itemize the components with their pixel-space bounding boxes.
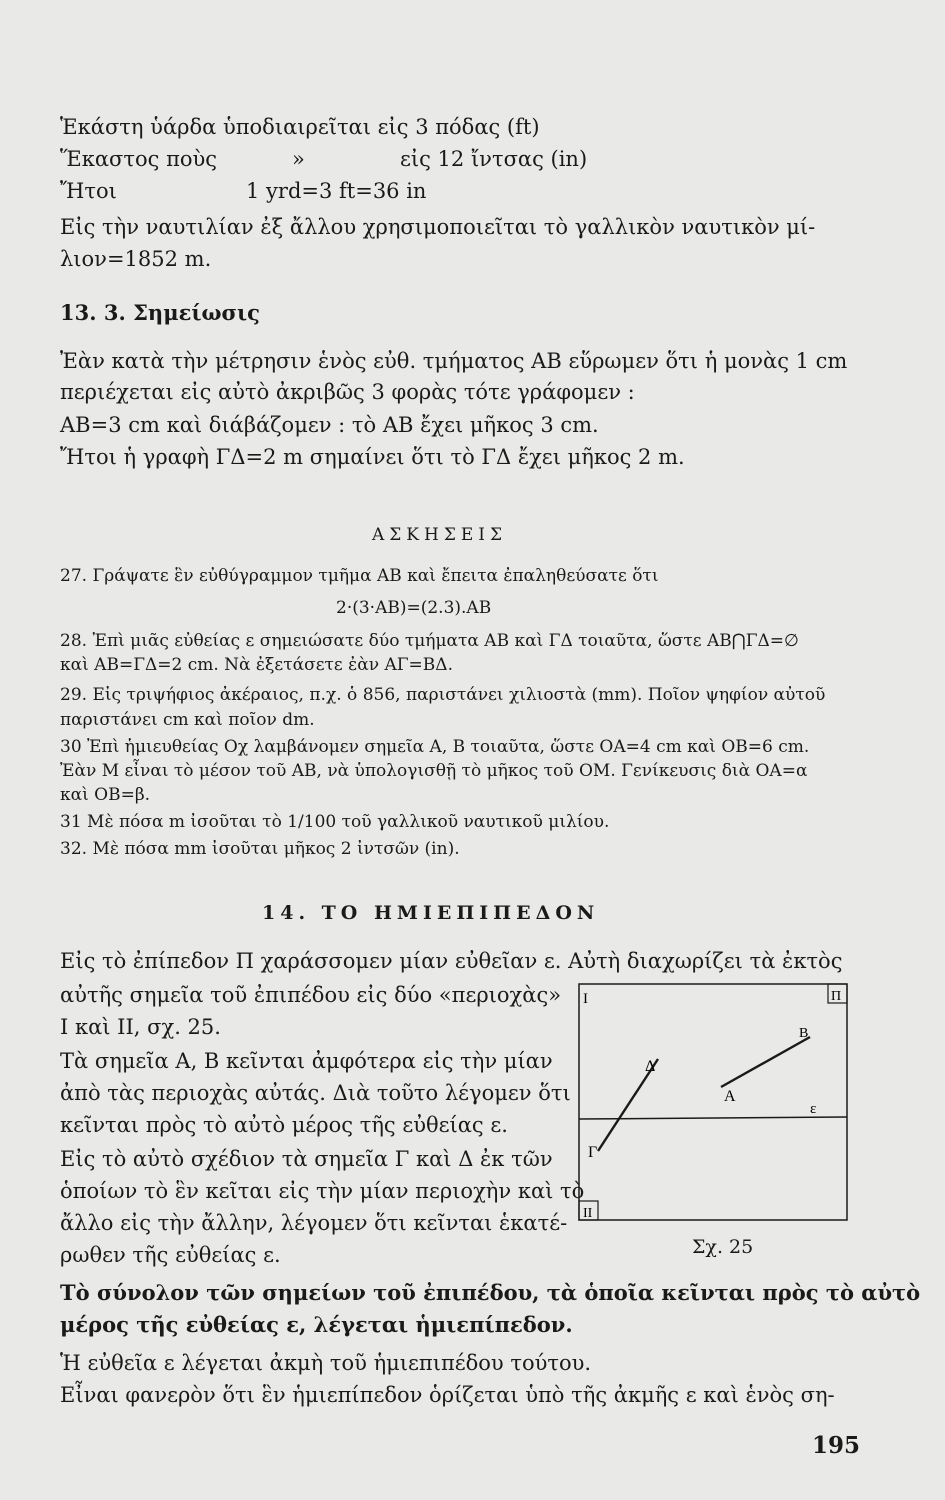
exercise-30: 30 Ἐπὶ ἡμιευθείας Οχ λαμβάνομεν σημεῖα Α, Β τοιαῦτα, ὥστε ΟΑ=4 cm καὶ ΟΒ=6 cm. (60, 737, 810, 757)
point-G-label: Γ (588, 1144, 598, 1161)
page-number: 195 (812, 1432, 861, 1459)
exercise-32: 32. Μὲ πόσα mm ἰσοῦται μῆκος 2 ἰντσῶν (in). (60, 839, 460, 859)
text-line: Ἕκαστος ποὺς (60, 147, 218, 171)
text-line: Ἤτοι ἡ γραφὴ ΓΔ=2 m σημαίνει ὅτι τὸ ΓΔ ἔχει μῆκος 2 m. (60, 445, 685, 469)
exercise-27-formula: 2·(3·ΑΒ)=(2.3).ΑΒ (336, 598, 492, 618)
definition-line: μέρος τῆς εὐθείας ε, λέγεται ἡμιεπίπεδον. (60, 1312, 573, 1337)
plane-frame (579, 984, 847, 1220)
figure-25 (578, 983, 848, 1221)
exercise-28: 28. Ἐπὶ μιᾶς εὐθείας ε σημειώσατε δύο τμήματα ΑΒ καὶ ΓΔ τοιαῦτα, ὥστε ΑΒ⋂ΓΔ=∅ (60, 631, 799, 651)
exercise-30-cont2: καὶ ΟΒ=β. (60, 785, 151, 805)
text-line: αὐτῆς σημεῖα τοῦ ἐπιπέδου εἰς δύο «περιοχὰς» (60, 983, 562, 1007)
text-line: Ι καὶ ΙΙ, σχ. 25. (60, 1015, 221, 1039)
point-D-label: Δ (645, 1058, 656, 1075)
exercise-30-cont: Ἐὰν Μ εἶναι τὸ μέσον τοῦ ΑΒ, νὰ ὑπολογισθῇ τὸ μῆκος τοῦ ΟΜ. Γενίκευσις διὰ ΟΑ=α (60, 761, 808, 781)
text-line: Εἰς τὸ ἐπίπεδον Π χαράσσομεν μίαν εὐθεῖαν ε. Αὐτὴ διαχωρίζει τὰ ἐκτὸς (60, 949, 843, 973)
text-line: ἀπὸ τὰς περιοχὰς αὐτάς. Διὰ τοῦτο λέγομεν ὅτι (60, 1081, 571, 1105)
text-line: Ἑκάστη ὑάρδα ὑποδιαιρεῖται εἰς 3 πόδας (ft) (60, 115, 540, 139)
text-line: εἰς 12 ἴντσας (in) (400, 147, 588, 171)
text-line: Εἶναι φανερὸν ὅτι ἓν ἡμιεπίπεδον ὁρίζεται ὑπὸ τῆς ἀκμῆς ε καὶ ἑνὸς ση- (60, 1383, 835, 1407)
exercise-29: 29. Εἰς τριψήφιος ἀκέραιος, π.χ. ὁ 856, παριστάνει χιλιοστὰ (mm). Ποῖον ψηφίον αὐτοῦ (60, 685, 826, 705)
exercise-28-cont: καὶ ΑΒ=ΓΔ=2 cm. Νὰ ἐξετάσετε ἐὰν ΑΓ=ΒΔ. (60, 655, 453, 675)
region-i-label: Ι (583, 991, 588, 1007)
text-line: Ἤτοι (60, 179, 117, 203)
text-line: Εἰς τὸ αὐτὸ σχέδιον τὰ σημεῖα Γ καὶ Δ ἐκ τῶν (60, 1147, 553, 1171)
segment-AB (721, 1037, 810, 1087)
text-line: ρωθεν τῆς εὐθείας ε. (60, 1243, 281, 1267)
exercise-29-cont: παριστάνει cm καὶ ποῖον dm. (60, 710, 315, 730)
line-e-label: ε (810, 1101, 817, 1117)
text-line: Εἰς τὴν ναυτιλίαν ἐξ ἄλλου χρησιμοποιεῖται τὸ γαλλικὸν ναυτικὸν μί- (60, 215, 816, 239)
ditto-mark: » (292, 147, 305, 171)
text-line: περιέχεται εἰς αὐτὸ ἀκριβῶς 3 φορὰς τότε γράφομεν : (60, 380, 635, 404)
exercises-heading: ΑΣΚΗΣΕΙΣ (372, 525, 507, 545)
point-B-label: Β (799, 1026, 809, 1041)
text-line: λιον=1852 m. (60, 247, 212, 271)
text-line: ὁποίων τὸ ἓν κεῖται εἰς τὴν μίαν περιοχὴν καὶ τὸ (60, 1179, 585, 1203)
text-line: Ἐὰν κατὰ τὴν μέτρησιν ἑνὸς εὐθ. τμήματος ΑΒ εὕρωμεν ὅτι ἡ μονὰς 1 cm (60, 349, 848, 373)
region-ii-label: ΙΙ (583, 1206, 593, 1221)
exercise-27: 27. Γράψατε ἓν εὐθύγραμμον τμῆμα ΑΒ καὶ ἔπειτα ἐπαληθεύσατε ὅτι (60, 566, 659, 586)
plane-label: Π (831, 989, 842, 1004)
exercise-31: 31 Μὲ πόσα m ἰσοῦται τὸ 1/100 τοῦ γαλλικοῦ ναυτικοῦ μιλίου. (60, 812, 610, 832)
text-line: ΑΒ=3 cm καὶ διάβάζομεν : τὸ ΑΒ ἔχει μῆκος 3 cm. (60, 413, 599, 437)
text-line: Ἡ εὐθεῖα ε λέγεται ἀκμὴ τοῦ ἡμιεπιπέδου τούτου. (60, 1351, 592, 1375)
text-line: ἄλλο εἰς τὴν ἄλλην, λέγομεν ὅτι κεῖνται ἑκατέ- (60, 1211, 568, 1235)
text-line: Τὰ σημεῖα Α, Β κεῖνται ἀμφότερα εἰς τὴν μίαν (60, 1049, 553, 1073)
section-heading: 13. 3. Σημείωσις (60, 300, 260, 325)
section-heading: 14. ΤΟ ΗΜΙΕΠΙΠΕΔΟΝ (262, 902, 600, 924)
text-line: κεῖνται πρὸς τὸ αὐτὸ μέρος τῆς εὐθείας ε. (60, 1113, 508, 1137)
text-line: 1 yrd=3 ft=36 in (246, 179, 427, 203)
figure-caption: Σχ. 25 (692, 1236, 754, 1258)
point-A-label: Α (724, 1088, 736, 1105)
definition-line: Τὸ σύνολον τῶν σημείων τοῦ ἐπιπέδου, τὰ ὁποῖα κεῖνται πρὸς τὸ αὐτὸ (60, 1280, 921, 1305)
